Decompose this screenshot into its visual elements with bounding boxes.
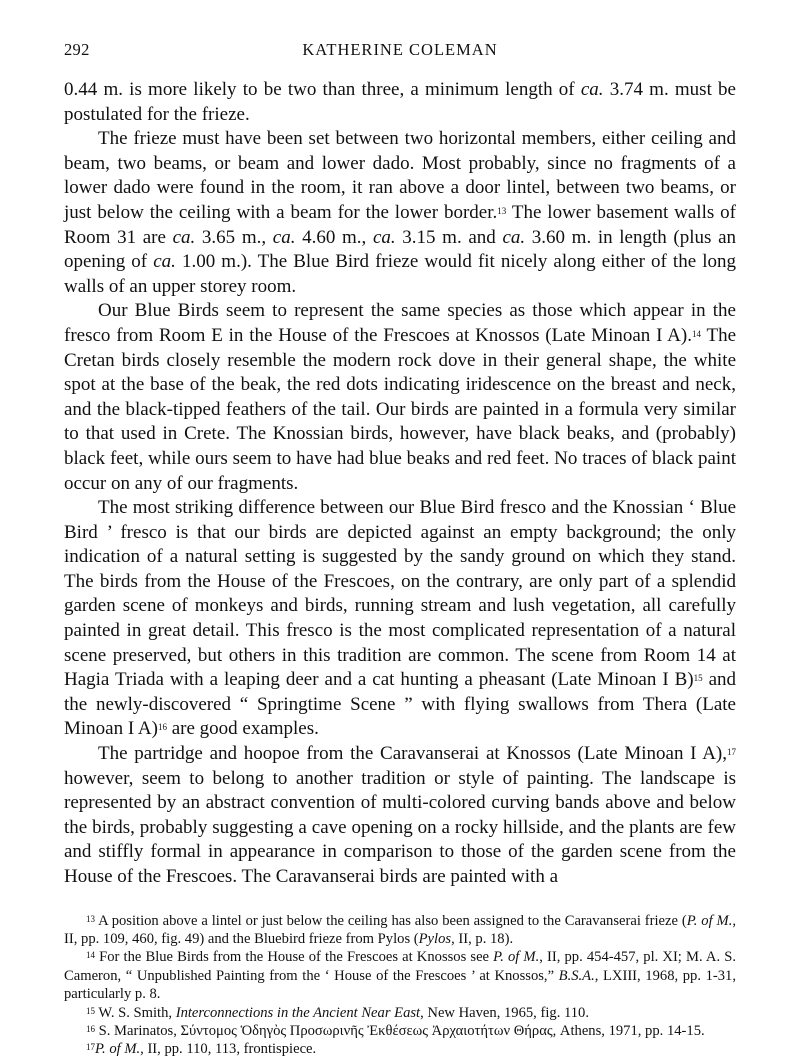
page-header	[64, 40, 736, 66]
footnote-ref-17: 17	[727, 747, 736, 758]
paragraph-5: The partridge and hoopoe from the Caravanserai at Knossos (Late Minoan I A),$^{17}$ however, seem to belong to another tradition or style of painting. The landscape is represented by an abstract convention of multi-colored curving bands above and below the birds, probably suggesting a cave opening on a rocky hillside, and the plants are few and stiffly formal in appearance in comparison to those of the garden scene from the House of the Frescoes. The Caravanserai birds are painted with a	[64, 743, 736, 887]
footnote-15: $^{15}$ W. S. Smith, Interconnections in the Ancient Near East, New Haven, 1965, fig. 110.	[86, 1004, 589, 1021]
page-number: 292	[64, 40, 90, 59]
footnote-16: $^{16}$ S. Marinatos, Σύντομος Ὁδηγὸς Προσωρινῆς Ἐκθέσεως Ἀρχαιοτήτων Θήρας, Athens, 1971, pp. 14-15.	[86, 1023, 705, 1040]
footnote-ref-15: 15	[693, 673, 703, 684]
running-head: KATHERINE COLEMAN	[302, 40, 498, 59]
greek-title: Σύντομος Ὁδηγὸς Προσωρινῆς Ἐκθέσεως Ἀρχαιοτήτων Θήρας	[180, 1023, 553, 1040]
footnotes	[64, 912, 736, 1059]
footnote-ref-13: 13	[497, 205, 507, 216]
paragraph-2: The frieze must have been set between two horizontal members, either ceiling and beam, two beams, or beam and lower dado. Most probably, since no fragments of a lower dado were found in the room, it ran above a door lintel, between two beams, or just below the ceiling with a beam for the lower border.$^{13}$ The lower basement walls of Room 31 are ca. 3.65 m., ca. 4.60 m., ca. 3.15 m. and ca. 3.60 m. in length (plus an opening of ca. 1.00 m.). The Blue Bird frieze would fit nicely along either of the long walls of an upper storey room.	[64, 128, 736, 297]
paragraph-4: The most striking difference between our Blue Bird fresco and the Knossian ‘ Blue Bird ’ fresco is that our birds are depicted against an empty background; the only indication of a natural setting is suggested by the sandy ground on which they stand. The birds from the House of the Frescoes, on the contrary, are only part of a splendid garden scene of monkeys and birds, running stream and lush vegetation, all carefully painted in great detail. This fresco is the most complicated representation of a natural scene preserved, but others in this tradition are common. The scene from Room 14 at Hagia Triada with a leaping deer and a cat hunting a pheasant (Late Minoan I B)$^{15}$ and the newly-discovered “ Springtime Scene ” with flying swallows from Thera (Late Minoan I A)$^{16}$ are good examples.	[64, 497, 736, 740]
paragraph-1: 0.44 m. is more likely to be two than three, a minimum length of ca. 3.74 m. must be postulated for the frieze.	[64, 79, 736, 125]
body-text	[64, 78, 736, 890]
page	[64, 40, 736, 1059]
footnote-ref-16: 16	[157, 722, 167, 733]
paragraph-3: Our Blue Birds seem to represent the same species as those which appear in the fresco from Room E in the House of the Frescoes at Knossos (Late Minoan I A).$^{14}$ The Cretan birds closely resemble the modern rock dove in their general shape, the white spot at the base of the beak, the red dots indicating iridescence on the breast and neck, and the black-tipped feathers of the tail. Our birds are painted in a formula very similar to that used in Crete. The Knossian birds, however, have black beaks, and (probably) black feet, while ours seem to have had blue beaks and red feet. No traces of black paint occur on any of our fragments.	[64, 300, 737, 494]
footnote-14: $^{14}$ For the Blue Birds from the House of the Frescoes at Knossos see P. of M., II, pp. 454-457, pl. XI; M. A. S. Cameron, “ Unpublished Painting from the ‘ House of the Frescoes ’ at Knossos,” B.S.A., LXIII, 1968, pp. 1-31, particularly p. 8.	[64, 949, 736, 1003]
footnote-ref-14: 14	[692, 328, 701, 339]
footnote-13: $^{13}$ A position above a lintel or just below the ceiling has also been assigned to the Caravanserai frieze (P. of M., II, pp. 109, 460, fig. 49) and the Bluebird frieze from Pylos (Pylos, II, p. 18).	[64, 912, 736, 947]
footnote-17: $^{17}$P. of M., II, pp. 110, 113, frontispiece.	[86, 1041, 317, 1058]
